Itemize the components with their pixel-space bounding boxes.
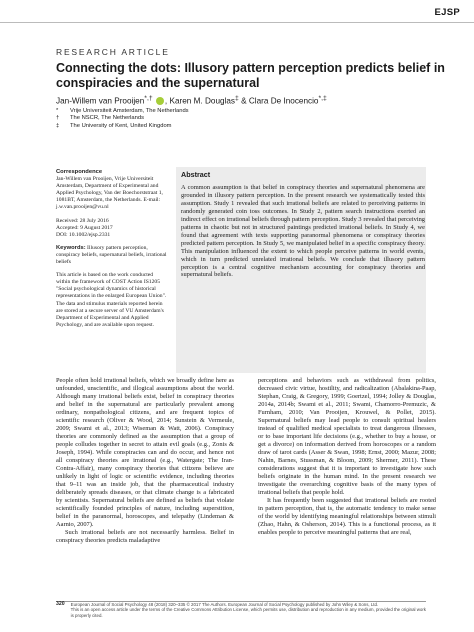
author-marks: *,‡ <box>318 95 327 102</box>
author-name[interactable]: Karen M. Douglas <box>169 96 236 106</box>
author-marks: ‡ <box>235 95 239 102</box>
doi-link[interactable]: DOI: 10.1002/ejsp.2331 <box>56 231 111 238</box>
body-paragraph: Such irrational beliefs are not necessarily harmless. Belief in conspiracy theories predicts maladaptive <box>56 529 234 544</box>
funding-note: This article is based on the work conducted within the framework of COST Action IS1205 "Social psychological dynamics of historical representations in the enlarged European Union". The data and stimulus materials reported herein are stored at a secure server of VU Amsterdam's Department of Experimental and Applied Psychology, and are available upon request. <box>56 272 167 328</box>
footer-license: This is an open access article under the terms of the Creative Commons Attribution License, which permits use, distribution and reproduction in any medium, provided the original work is properly cited. <box>70 607 426 618</box>
received-date: Received: 28 July 2016 <box>56 217 109 224</box>
affiliation-text: The University of Kent, United Kingdom <box>70 122 172 129</box>
page-number: 320 <box>56 601 65 607</box>
abstract-heading: Abstract <box>181 170 211 179</box>
article-info-sidebar <box>56 169 168 335</box>
affiliation-mark: † <box>56 115 60 122</box>
accepted-date: Accepted: 9 August 2017 <box>56 224 113 231</box>
affiliation-mark: ‡ <box>56 122 60 129</box>
orcid-icon[interactable] <box>156 97 164 105</box>
correspondence-label: Correspondence <box>56 169 103 175</box>
correspondence-text[interactable]: Jan-Willem van Prooijen, Vrije Universiteit Amsterdam, Department of Experimental and Applied Psychology, Van der Boechorststraat 1, 1081BT, Amsterdam, the Netherlands. E-mail: j.w.van.prooijen@vu.nl <box>56 176 163 211</box>
abstract-text: A common assumption is that belief in conspiracy theories and supernatural phenomena are grounded in illusory pattern perception. In the present research we systematically tested this assumption. Study 1 revealed that such irrational beliefs are related to perceiving patterns in randomly generated coin toss outcomes. In Study 2, pattern search instructions exerted an indirect effect on irrational beliefs through pattern perception. Study 3 revealed that perceiving patterns in chaotic but not in structured paintings predicted irrational beliefs. In Study 4, we found that agreement with texts supporting paranormal phenomena or conspiracy theories predicted pattern perception. In Study 5, we manipulated belief in a specific conspiracy theory. This manipulation influenced the extent to which people perceive patterns in world events, which in turn predicted unrelated irrational beliefs. We conclude that illusory pattern perception is a central cognitive mechanism accounting for conspiracy theories and supernatural beliefs. <box>181 184 425 279</box>
body-column-right <box>258 377 436 537</box>
author-name[interactable]: Jan-Willem van Prooijen <box>56 96 145 106</box>
page-footer <box>56 602 428 618</box>
journal-tag: EJSP <box>434 7 460 18</box>
author-list: Jan-Willem van Prooijen*,† , Karen M. Douglas‡ & Clara De Inocencio*,‡ <box>56 95 327 106</box>
body-paragraph: It has frequently been suggested that irrational beliefs are rooted in pattern perception, that is, the automatic tendency to make sense of the world by identifying meaningful relationships between stimuli (Zhao, Hahn, & Osherson, 2014). This is a functional process, as it enables people to perceive meaningful patterns that are real, <box>258 497 436 536</box>
article-title: Connecting the dots: Illusory pattern perception predicts belief in conspiracies and the supernatural <box>56 61 445 90</box>
affiliations <box>56 108 189 130</box>
keywords-label: Keywords: <box>56 244 86 251</box>
author-name[interactable]: Clara De Inocencio <box>248 96 319 106</box>
keywords-text: Illusory pattern perception, conspiracy beliefs, supernatural beliefs, irrational beliefs <box>56 244 167 266</box>
affiliation-mark: * <box>56 108 59 114</box>
affiliation-text: The NSCR, The Netherlands <box>70 115 144 122</box>
affiliation-text: Vrije Universiteit Amsterdam, The Netherlands <box>70 108 189 114</box>
body-paragraph: People often hold irrational beliefs, which we broadly define here as unfounded, unscientific, and illogical assumptions about the world. Although many irrational beliefs exist, belief in conspiracy theories and belief in the supernatural are particularly prevalent among ordinary, nonpathological citizens, and are frequent topics of scientific research (Oliver & Wood, 2014; Sunstein & Vermeule, 2009; Swami et al., 2013; Wiseman & Watt, 2006). Conspiracy theories are commonly defined as the assumption that a group of people colludes together in secret to attain evil goals (e.g., Zonis & Joseph, 1994). While conspiracies can and do occur, and hence not all conspiracy theories are irrational (e.g., Watergate; The Iran-Contra-Affair), many conspiracy theories that citizens believe are unlikely in light of logic or scientific evidence, including theories that 9–11 was an inside job, that the pharmaceutical industry deliberately spreads diseases, or that climate change is a fabricated by scientists. Supernatural beliefs are defined as beliefs that violate scientifically founded principles of nature, including superstition, belief in the paranormal, horoscopes, and telepathy (Lindeman & Aarnio, 2007). <box>56 377 234 528</box>
author-marks: *,† <box>144 95 153 102</box>
top-rule <box>0 22 474 23</box>
footer-citation: European Journal of Social Psychology 48 (2018) 320–335 © 2017 The Authors. European Journal of Social Psychology published by John Wiley & Sons, Ltd. <box>70 602 379 607</box>
body-paragraph: perceptions and behaviors such as withdrawal from politics, decreased civic virtue, hostility, and radicalization (Abalakina-Paap, Stephan, Craig, & Gregory, 1999; Goertzel, 1994; Jolley & Douglas, 2014a, 2014b; Swami et al., 2011; Swami, Chamorro-Premuzic, & Furnham, 2010; Van Prooijen, Krouwel, & Pollet, 2015). Supernatural beliefs may lead people to consult spiritual healers instead of qualified medical specialists to treat dangerous illnesses, or to base important life decisions (e.g., whether to buy a house, or get a divorce) on information derived from horoscopes or a random draw of tarot cards (Asser & Swan, 1998; Ernst, 2000; Mazur, 2008; Nahin, Barnes, Stussman, & Bloom, 2009; Shermer, 2011). These considerations suggest that it is important to investigate how such beliefs originate in the human mind. In the present research we investigate the overarching cognitive basis of the many types of irrational beliefs that people hold. <box>258 377 436 496</box>
article-type: RESEARCH ARTICLE <box>56 47 170 57</box>
body-column-left <box>56 377 234 545</box>
